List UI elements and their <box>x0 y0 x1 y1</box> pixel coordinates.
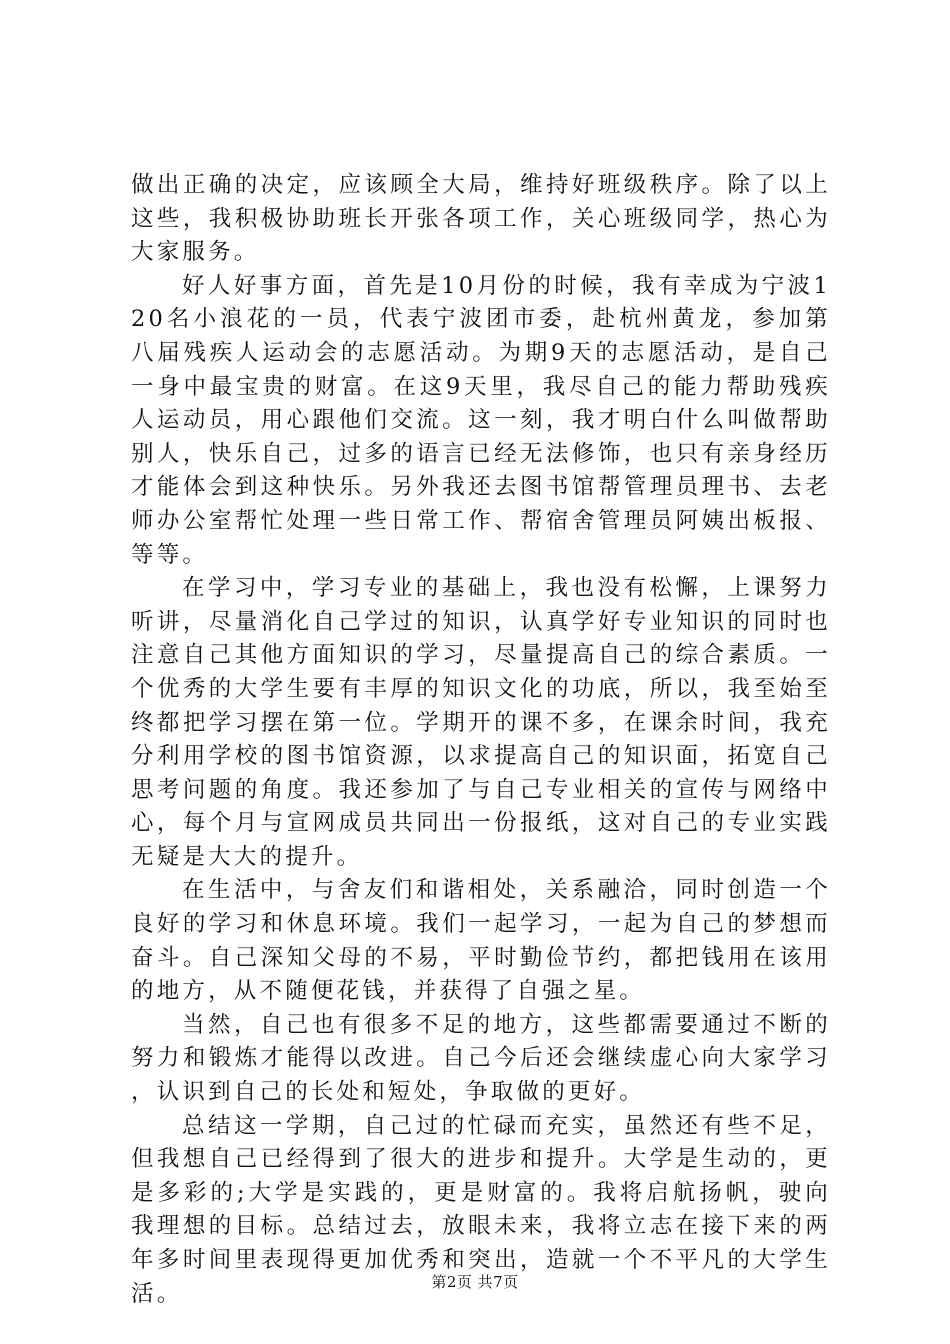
paragraph-2: 好人好事方面，首先是10月份的时候，我有幸成为宁波120名小浪花的一员，代表宁波团市委，赴杭州黄龙，参加第八届残疾人运动会的志愿活动。为期9天的志愿活动，是自己一身中最宝贵的财富。在这9天里，我尽自己的能力帮助残疾人运动员，用心跟他们交流。这一刻，我才明白什么叫做帮助别人，快乐自己，过多的语言已经无法修饰，也只有亲身经历才能体会到这种快乐。另外我还去图书馆帮管理员理书、去老师办公室帮忙处理一些日常工作、帮宿舍管理员阿姨出板报、等等。 <box>131 272 831 568</box>
document-body <box>131 169 831 1311</box>
paragraph-3: 在学习中，学习专业的基础上，我也没有松懈，上课努力听讲，尽量消化自己学过的知识，认真学好专业知识的同时也注意自己其他方面知识的学习，尽量提高自己的综合素质。一个优秀的大学生要有丰厚的知识文化的功底，所以，我至始至终都把学习摆在第一位。学期开的课不多，在课余时间，我充分利用学校的图书馆资源，以求提高自己的知识面，拓宽自己思考问题的角度。我还参加了与自己专业相关的宣传与网络中心，每个月与宣网成员共同出一份报纸，这对自己的专业实践无疑是大大的提升。 <box>131 575 831 870</box>
paragraph-5: 当然，自己也有很多不足的地方，这些都需要通过不断的努力和锻炼才能得以改进。自己今后还会继续虚心向大家学习，认识到自己的长处和短处，争取做的更好。 <box>131 1011 831 1106</box>
paragraph-1: 做出正确的决定，应该顾全大局，维持好班级秩序。除了以上这些，我积极协助班长开张各项工作，关心班级同学，热心为大家服务。 <box>131 172 831 266</box>
paragraph-4: 在生活中，与舍友们和谐相处，关系融洽，同时创造一个良好的学习和休息环境。我们一起学习，一起为自己的梦想而奋斗。自己深知父母的不易，平时勤俭节约，都把钱用在该用的地方，从不随便花钱，并获得了自强之星。 <box>131 877 831 1005</box>
page-number-footer: 第2页 共7页 <box>431 1273 519 1291</box>
paragraph-6: 总结这一学期，自己过的忙碌而充实，虽然还有些不足，但我想自己已经得到了很大的进步和提升。大学是生动的，更是多彩的;大学是实践的，更是财富的。我将启航扬帆，驶向我理想的目标。总结过去，放眼未来，我将立志在接下来的两年多时间里表现得更加优秀和突出，造就一个不平凡的大学生活。 <box>131 1112 831 1307</box>
